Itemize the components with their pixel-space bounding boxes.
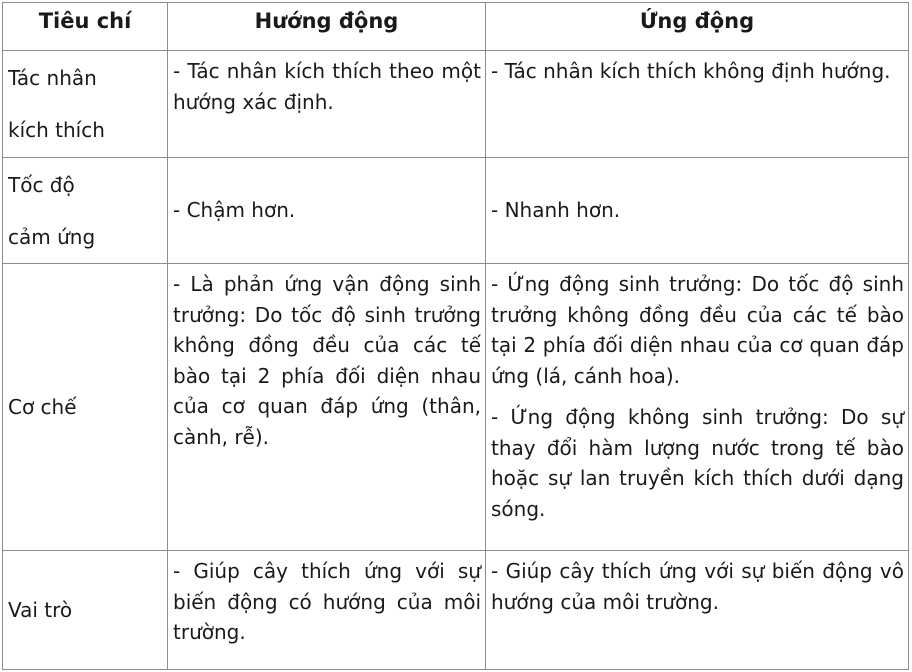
ung-dong-cell [486,51,909,158]
ung-dong-cell [486,264,909,551]
table-row [3,51,909,158]
cell-text: - Tác nhân kích thích không định hướng. [491,59,891,83]
criterion-line: Tác nhân [8,66,97,90]
criterion-line: Cơ chế [8,394,77,419]
table-row [3,158,909,264]
header-criteria: Tiêu chí [3,3,168,51]
cell-text: - Là phản ứng vận động sinh trưởng: Do tốc độ sinh trưởng không đồng đều của các tế bào tại 2 phía đối diện nhau của cơ quan đáp ứng (thân, cành, rễ). [173,272,481,449]
header-row [3,3,909,51]
criterion-line: cảm ứng [8,224,96,249]
huong-dong-cell [168,51,486,158]
cell-text: - Giúp cây thích ứng với sự biến động có hướng của môi trường. [173,559,481,644]
cell-text: - Chậm hơn. [173,198,296,223]
huong-dong-cell [168,264,486,551]
criterion-cell [3,158,168,264]
table-row [3,551,909,670]
criterion-line: Vai trò [8,597,73,622]
cell-text: - Ứng động sinh trưởng: Do tốc độ sinh trưởng không đồng đều của các tế bào tại 2 phía đối diện nhau của cơ quan đáp ứng (lá, cánh hoa). [491,272,904,388]
cell-text: - Tác nhân kích thích theo một hướng xác định. [173,59,481,114]
header-ung-dong: Ứng động [486,3,909,51]
huong-dong-cell [168,158,486,264]
cell-text: - Giúp cây thích ứng với sự biến động vô hướng của môi trường. [491,559,904,614]
ung-dong-cell [486,158,909,264]
criterion-line: Tốc độ [8,172,75,197]
criterion-line: kích thích [8,118,105,142]
criterion-cell [3,551,168,670]
cell-text: - Nhanh hơn. [491,198,621,223]
ung-dong-cell [486,551,909,670]
criterion-cell [3,51,168,158]
huong-dong-cell [168,551,486,670]
cell-text: - Ứng động không sinh trưởng: Do sự thay đổi hàm lượng nước trong tế bào hoặc sự lan truyền kích thích dưới dạng sóng. [491,405,904,521]
criterion-cell [3,264,168,551]
header-huong-dong: Hướng động [168,3,486,51]
table-row [3,264,909,551]
comparison-table [2,2,909,670]
